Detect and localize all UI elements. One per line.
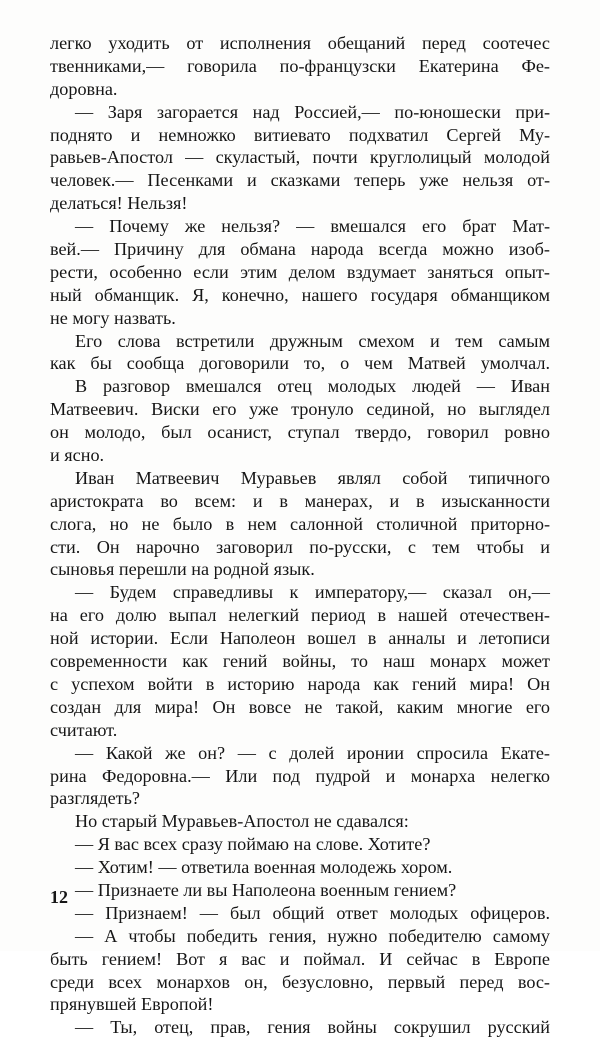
text-line: доровна. xyxy=(50,78,118,99)
text-line: на его долю выпал нелегкий период в нашей отечествен- xyxy=(50,605,550,626)
text-line: создан для мира! Он вовсе не такой, каким многие его xyxy=(50,696,550,717)
text-line: — Признаем! — был общий ответ молодых офицеров. xyxy=(75,902,550,923)
text-line: поднято и немножко витиевато подхватил Сергей Му- xyxy=(50,124,550,145)
text-line: — Ты, отец, прав, гения войны сокрушил русский xyxy=(75,1017,550,1038)
text-line: равьев-Апостол — скуластый, почти круглолицый молодой xyxy=(50,147,550,168)
text-line: — Заря загорается над Россией,— по-юношески при- xyxy=(75,101,550,122)
text-line: ный обманщик. Я, конечно, нашего государя обманщиком xyxy=(50,284,550,305)
text-line: Иван Матвеевич Муравьев являл собой типичного xyxy=(75,467,550,488)
text-line: рести, особенно если этим делом вздумает заняться опыт- xyxy=(50,261,550,282)
text-line: рина Федоровна.— Или под пудрой и монарха нелегко xyxy=(50,765,550,786)
text-line: он молодо, был осанист, ступал твердо, говорил ровно xyxy=(50,422,550,443)
text-line: разглядеть? xyxy=(50,788,140,809)
text-line: ной истории. Если Наполеон вошел в анналы и летописи xyxy=(50,628,550,649)
text-line: — Я вас всех сразу поймаю на слове. Хотите? xyxy=(75,834,431,855)
text-line: и ясно. xyxy=(50,445,105,466)
text-line: как бы сообща договорили то, о чем Матвей умолчал. xyxy=(50,353,550,374)
text-line: человек.— Песенками и сказками теперь уже нельзя от- xyxy=(50,170,550,191)
text-line: Но старый Муравьев-Апостол не сдавался: xyxy=(75,811,409,832)
text-line: вей.— Причину для обмана народа всегда можно изоб- xyxy=(50,239,550,260)
text-line: Его слова встретили дружным смехом и тем самым xyxy=(75,330,550,351)
text-line: — Признаете ли вы Наполеона военным гением? xyxy=(75,879,457,900)
text-line: — Почему же нельзя? — вмешался его брат Мат- xyxy=(75,216,550,237)
text-line: считают. xyxy=(50,719,118,740)
text-line: — Какой же он? — с долей иронии спросила Екате- xyxy=(75,742,550,763)
page-body-text xyxy=(50,32,550,1039)
text-line: с успехом войти в историю народа как гений мира! Он xyxy=(50,673,550,694)
text-line: сти. Он нарочно заговорил по-русски, с тем чтобы и xyxy=(50,536,550,557)
text-line: среди всех монархов он, безусловно, первый перед вос- xyxy=(50,971,550,992)
text-line: — Будем справедливы к императору,— сказал он,— xyxy=(75,582,550,603)
text-line: сыновья перешли на родной язык. xyxy=(50,559,315,580)
text-line: не могу назвать. xyxy=(50,307,176,328)
text-line: прянувшей Европой! xyxy=(50,994,214,1015)
text-line: слога, но не было в нем салонной столичной приторно- xyxy=(50,513,550,534)
text-line: твенниками,— говорила по-французски Екатерина Фе- xyxy=(50,55,550,76)
page-number: 12 xyxy=(50,887,68,907)
text-line: легко уходить от исполнения обещаний перед соотечес xyxy=(50,33,550,53)
text-line: быть гением! Вот я вас и поймал. И сейчас в Европе xyxy=(50,948,550,969)
text-line: делаться! Нельзя! xyxy=(50,193,188,214)
text-line: Матвеевич. Виски его уже тронуло сединой, но выглядел xyxy=(50,399,550,420)
text-line: — А чтобы победить гения, нужно победителю самому xyxy=(75,925,550,946)
text-line: аристократа во всем: и в манерах, и в изысканности xyxy=(50,490,550,511)
text-line: — Хотим! — ответила военная молодежь хором. xyxy=(75,857,453,878)
text-line: современности как гений войны, то наш монарх может xyxy=(50,651,550,672)
text-line: В разговор вмешался отец молодых людей — Иван xyxy=(75,376,550,397)
